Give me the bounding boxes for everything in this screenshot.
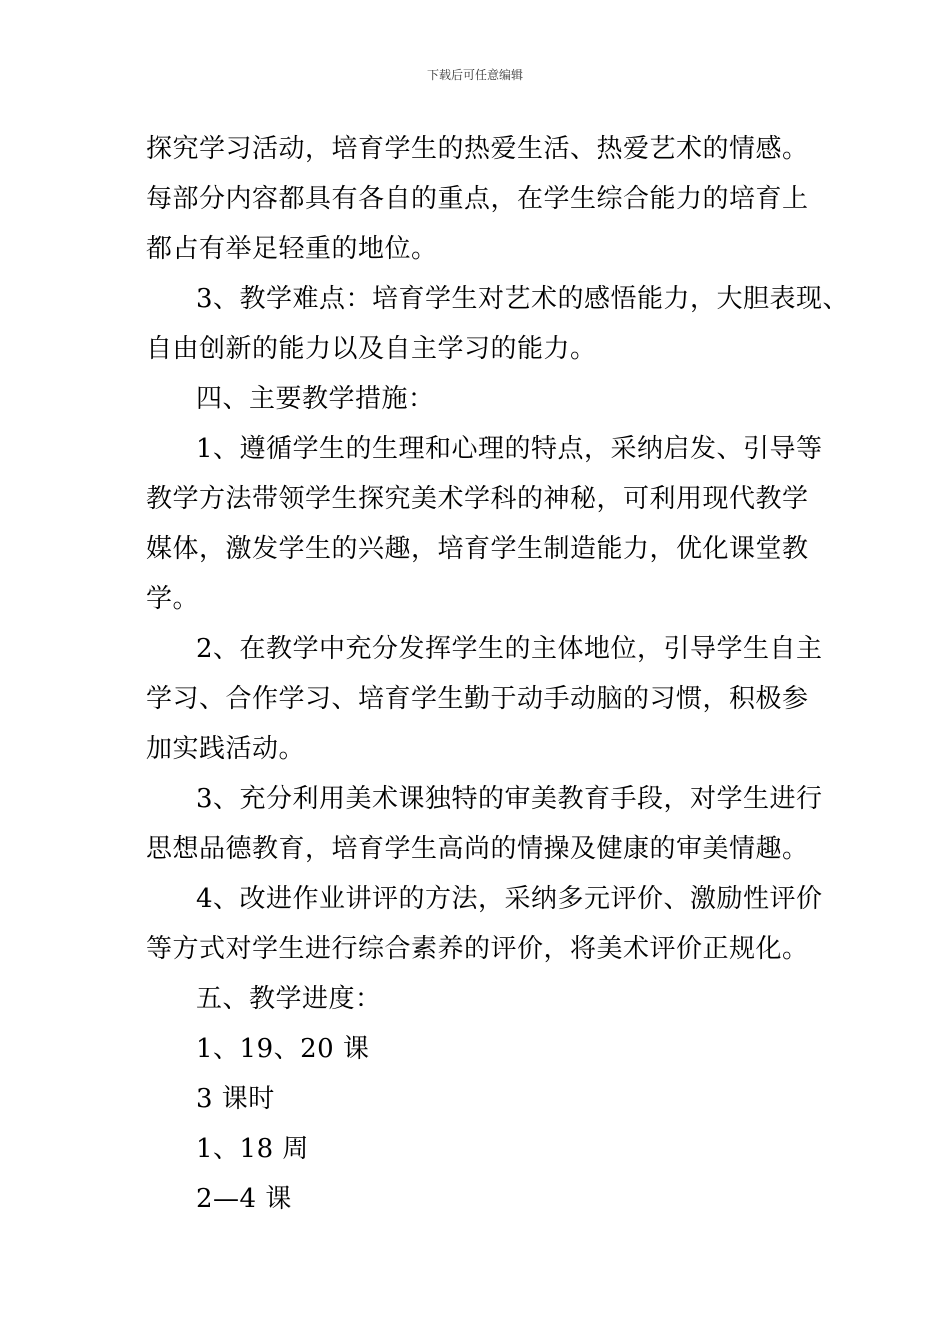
text-line: 3、教学难点：培育学生对艺术的感悟能力，大胆表现、	[196, 284, 850, 314]
text-line: 1、18 周	[196, 1134, 309, 1164]
text-line: 学。	[146, 584, 200, 614]
text-line: 2、在教学中充分发挥学生的主体地位，引导学生自主	[196, 634, 823, 664]
section-heading: 四、主要教学措施：	[196, 384, 435, 414]
text-line: 自由创新的能力以及自主学习的能力。	[146, 334, 597, 364]
text-line: 4、改进作业讲评的方法，采纳多元评价、激励性评价	[196, 884, 823, 914]
page-header: 下载后可任意编辑	[426, 68, 523, 82]
text-line: 学习、合作学习、培育学生勤于动手动脑的习惯，积极参	[146, 684, 809, 714]
section-heading: 五、教学进度：	[196, 984, 382, 1014]
text-line: 等方式对学生进行综合素养的评价，将美术评价正规化。	[146, 934, 809, 964]
text-line: 探究学习活动，培育学生的热爱生活、热爱艺术的情感。	[146, 134, 809, 164]
text-line: 媒体，激发学生的兴趣，培育学生制造能力，优化课堂教	[146, 534, 809, 564]
text-line: 1、19、20 课	[196, 1034, 370, 1064]
text-line: 1、遵循学生的生理和心理的特点，采纳启发、引导等	[196, 434, 823, 464]
text-line: 每部分内容都具有各自的重点，在学生综合能力的培育上	[146, 184, 809, 214]
document-body	[146, 124, 850, 1224]
text-line: 3 课时	[196, 1084, 275, 1114]
text-line: 都占有举足轻重的地位。	[146, 234, 438, 264]
text-line: 3、充分利用美术课独特的审美教育手段，对学生进行	[196, 784, 823, 814]
text-line: 教学方法带领学生探究美术学科的神秘，可利用现代教学	[146, 484, 809, 514]
text-line: 思想品德教育，培育学生高尚的情操及健康的审美情趣。	[146, 834, 809, 864]
text-line: 加实践活动。	[146, 734, 306, 764]
text-line: 2—4 课	[196, 1184, 292, 1214]
